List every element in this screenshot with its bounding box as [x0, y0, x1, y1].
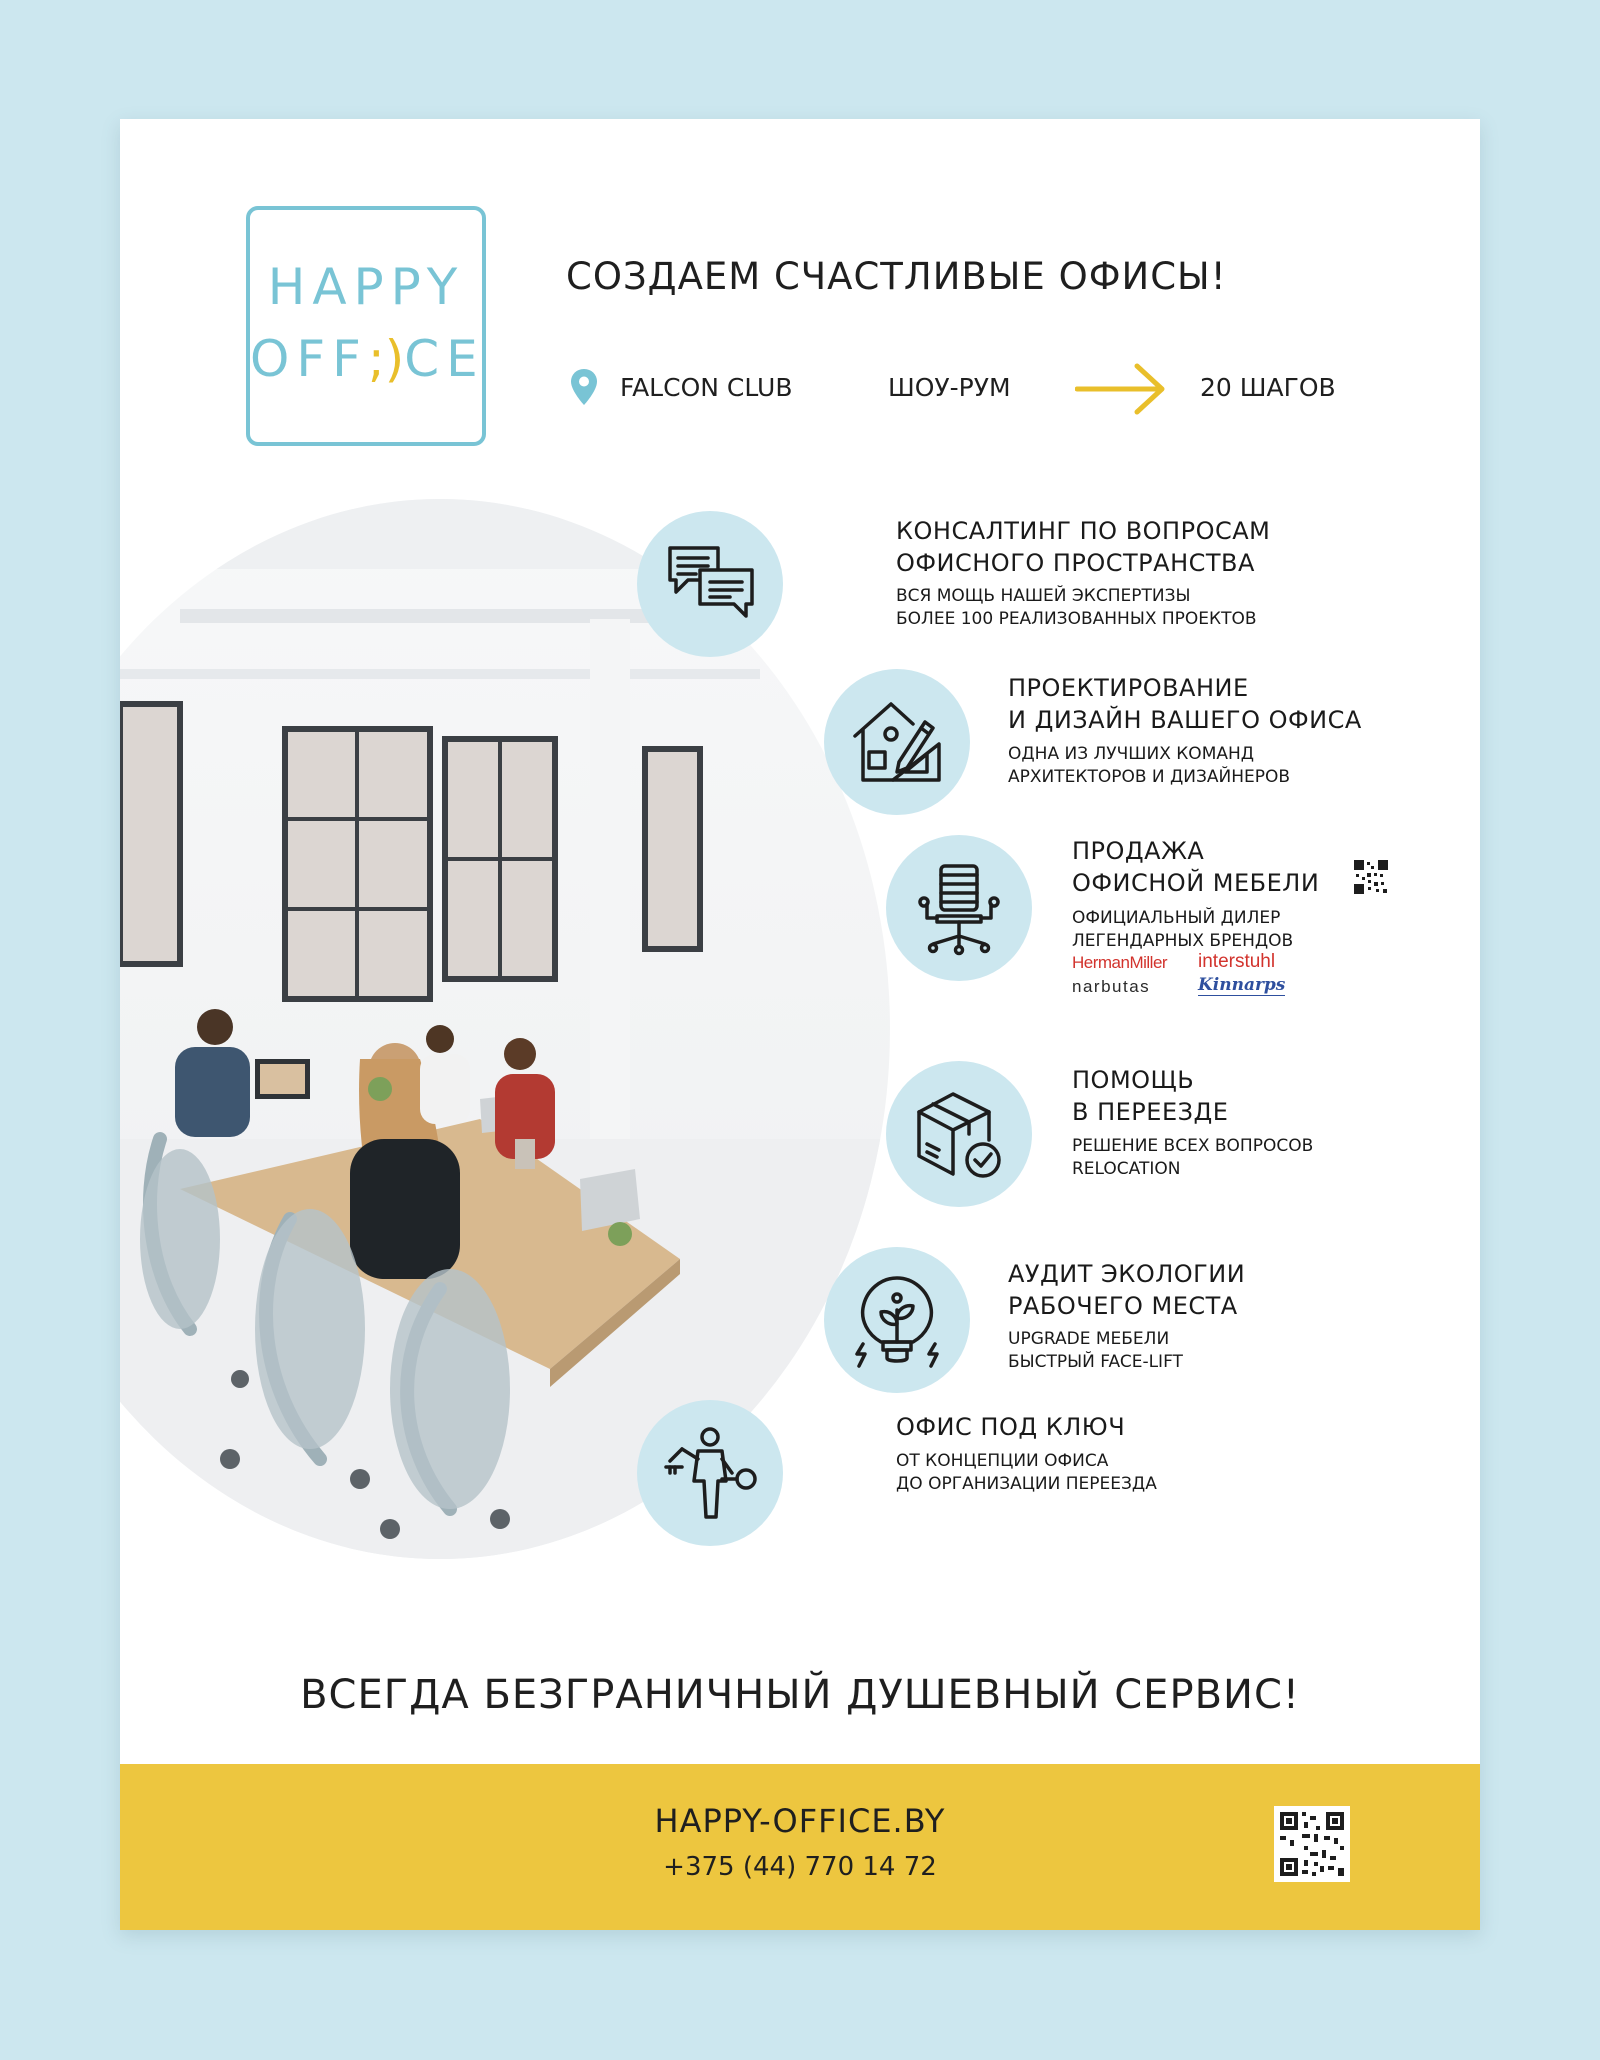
showroom-label: ШОУ-РУМ [888, 373, 1011, 402]
service-furniture-title: ПРОДАЖА ОФИСНОЙ МЕБЕЛИ [1072, 837, 1320, 897]
chat-bubbles-icon [660, 534, 760, 634]
location-pin-icon [570, 368, 598, 406]
office-photo [120, 499, 890, 1559]
location-name: FALCON CLUB [620, 373, 793, 402]
service-turnkey-subtitle: ОТ КОНЦЕПЦИИ ОФИСА ДО ОРГАНИЗАЦИИ ПЕРЕЕЗДА [896, 1451, 1157, 1494]
house-design-icon [847, 692, 947, 792]
flyer-page [120, 119, 1480, 1930]
service-design-subtitle: ОДНА ИЗ ЛУЧШИХ КОМАНД АРХИТЕКТОРОВ И ДИЗАЙНЕРОВ [1008, 744, 1291, 787]
page-headline: СОЗДАЕМ СЧАСТЛИВЫЕ ОФИСЫ! [566, 255, 1227, 298]
brand-kinnarps-logo: Kinnarps [1198, 975, 1286, 995]
service-slogan: ВСЕГДА БЕЗГРАНИЧНЫЙ ДУШЕВНЫЙ СЕРВИС! [300, 1672, 1300, 1718]
service-relocation-circle [886, 1061, 1032, 1207]
phone-number[interactable]: +375 (44) 770 14 72 [663, 1852, 937, 1882]
arrow-right-icon [1075, 363, 1167, 415]
person-key-icon [660, 1423, 760, 1523]
logo-word-happy: HAPPY [267, 258, 465, 316]
service-relocation-title: ПОМОЩЬ В ПЕРЕЕЗДЕ [1072, 1066, 1229, 1126]
qr-code-small [1354, 860, 1388, 894]
service-eco-audit-circle [824, 1247, 970, 1393]
office-chair-icon [909, 858, 1009, 958]
qr-code [1274, 1806, 1350, 1882]
brand-interstuhl-logo: interstuhl [1198, 951, 1276, 972]
footer-bar [120, 1764, 1480, 1930]
service-consulting-circle [637, 511, 783, 657]
eco-bulb-icon [847, 1270, 947, 1370]
steps-label: 20 ШАГОВ [1200, 373, 1336, 402]
service-consulting-subtitle: ВСЯ МОЩЬ НАШЕЙ ЭКСПЕРТИЗЫ БОЛЕЕ 100 РЕАЛИЗОВАННЫХ ПРОЕКТОВ [896, 586, 1257, 629]
service-design-circle [824, 669, 970, 815]
website-link[interactable]: HAPPY-OFFICE.BY [654, 1802, 946, 1840]
service-turnkey-circle [637, 1400, 783, 1546]
service-relocation-subtitle: РЕШЕНИЕ ВСЕХ ВОПРОСОВ RELOCATION [1072, 1136, 1314, 1179]
logo-word-office: OFF;)CE [250, 330, 485, 388]
service-eco-audit-title: АУДИТ ЭКОЛОГИИ РАБОЧЕГО МЕСТА [1008, 1260, 1246, 1320]
brand-narbutas-logo: narbutas [1072, 977, 1151, 996]
service-eco-audit-subtitle: UPGRADE МЕБЕЛИ БЫСТРЫЙ FACE-LIFT [1008, 1329, 1183, 1372]
brand-hermanmiller-logo: HermanMiller [1072, 953, 1168, 972]
service-furniture-circle [886, 835, 1032, 981]
logo-smile: ;) [367, 330, 405, 388]
service-design-title: ПРОЕКТИРОВАНИЕ И ДИЗАЙН ВАШЕГО ОФИСА [1008, 674, 1362, 734]
service-consulting-title: КОНСАЛТИНГ ПО ВОПРОСАМ ОФИСНОГО ПРОСТРАНСТВА [896, 517, 1271, 577]
service-furniture-subtitle: ОФИЦИАЛЬНЫЙ ДИЛЕР ЛЕГЕНДАРНЫХ БРЕНДОВ [1072, 908, 1294, 951]
service-turnkey-title: ОФИС ПОД КЛЮЧ [896, 1413, 1126, 1441]
moving-box-icon [909, 1084, 1009, 1184]
happy-office-logo [246, 206, 486, 446]
